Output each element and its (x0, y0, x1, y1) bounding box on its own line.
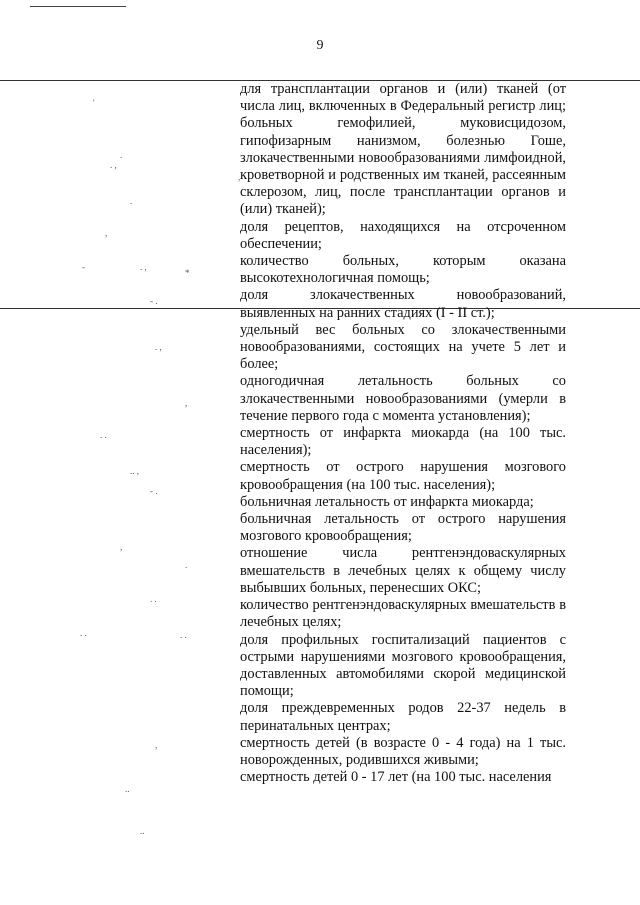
list-item: смертность детей 0 - 17 лет (на 100 тыс. населения (240, 769, 552, 786)
list-item: доля преждевременных родов 22-37 недель в перинатальных центрах; (240, 700, 566, 734)
list-item: смертность от острого нарушения мозгового кровообращения (на 100 тыс. населения); (240, 459, 566, 493)
indicator-list (240, 81, 566, 786)
list-item: для трансплантации органов и (или) тканей (от числа лиц, включенных в Федеральный регистр лиц; больных гемофилией, муковисцидозом, гипофизарным нанизмом, болезнью Гоше, злокачественными новообразованиями лимфоидной, кроветворной и родственных им тканей, рассеянным склерозом, лиц, после трансплантации органов и (или) тканей); (240, 81, 566, 218)
list-item: отношение числа рентгенэндоваскулярных вмешательств в лечебных целях к общему числу выбывших больных, перенесших ОКС; (240, 545, 566, 596)
list-item: доля профильных госпитализаций пациентов с острыми нарушениями мозгового кровообращения, доставленных автомобилями скорой медицинской помощи; (240, 631, 566, 700)
list-item: смертность детей (в возрасте 0 - 4 года) на 1 тыс. новорожденных, родившихся живыми; (240, 734, 566, 768)
list-item: больничная летальность от инфаркта миокарда; (240, 493, 534, 510)
list-item: доля рецептов, находящихся на отсроченном обеспечении; (240, 218, 566, 252)
list-item: количество больных, которым оказана высокотехнологичная помощь; (240, 253, 566, 287)
list-item: одногодичная летальность больных со злокачественными новообразованиями (умерли в течение первого года с момента установления); (240, 373, 566, 424)
list-item: количество рентгенэндоваскулярных вмешательств в лечебных целях; (240, 597, 566, 631)
list-item: доля злокачественных новообразований, выявленных на ранних стадиях (I - II ст.); (240, 287, 566, 321)
page-number: 9 (316, 38, 324, 53)
list-item: смертность от инфаркта миокарда (на 100 тыс. населения); (240, 425, 566, 459)
header-scan-line (30, 6, 126, 7)
list-item: больничная летальность от острого нарушения мозгового кровообращения; (240, 511, 566, 545)
list-item: удельный вес больных со злокачественными новообразованиями, состоящих на учете 5 лет и более; (240, 321, 566, 373)
